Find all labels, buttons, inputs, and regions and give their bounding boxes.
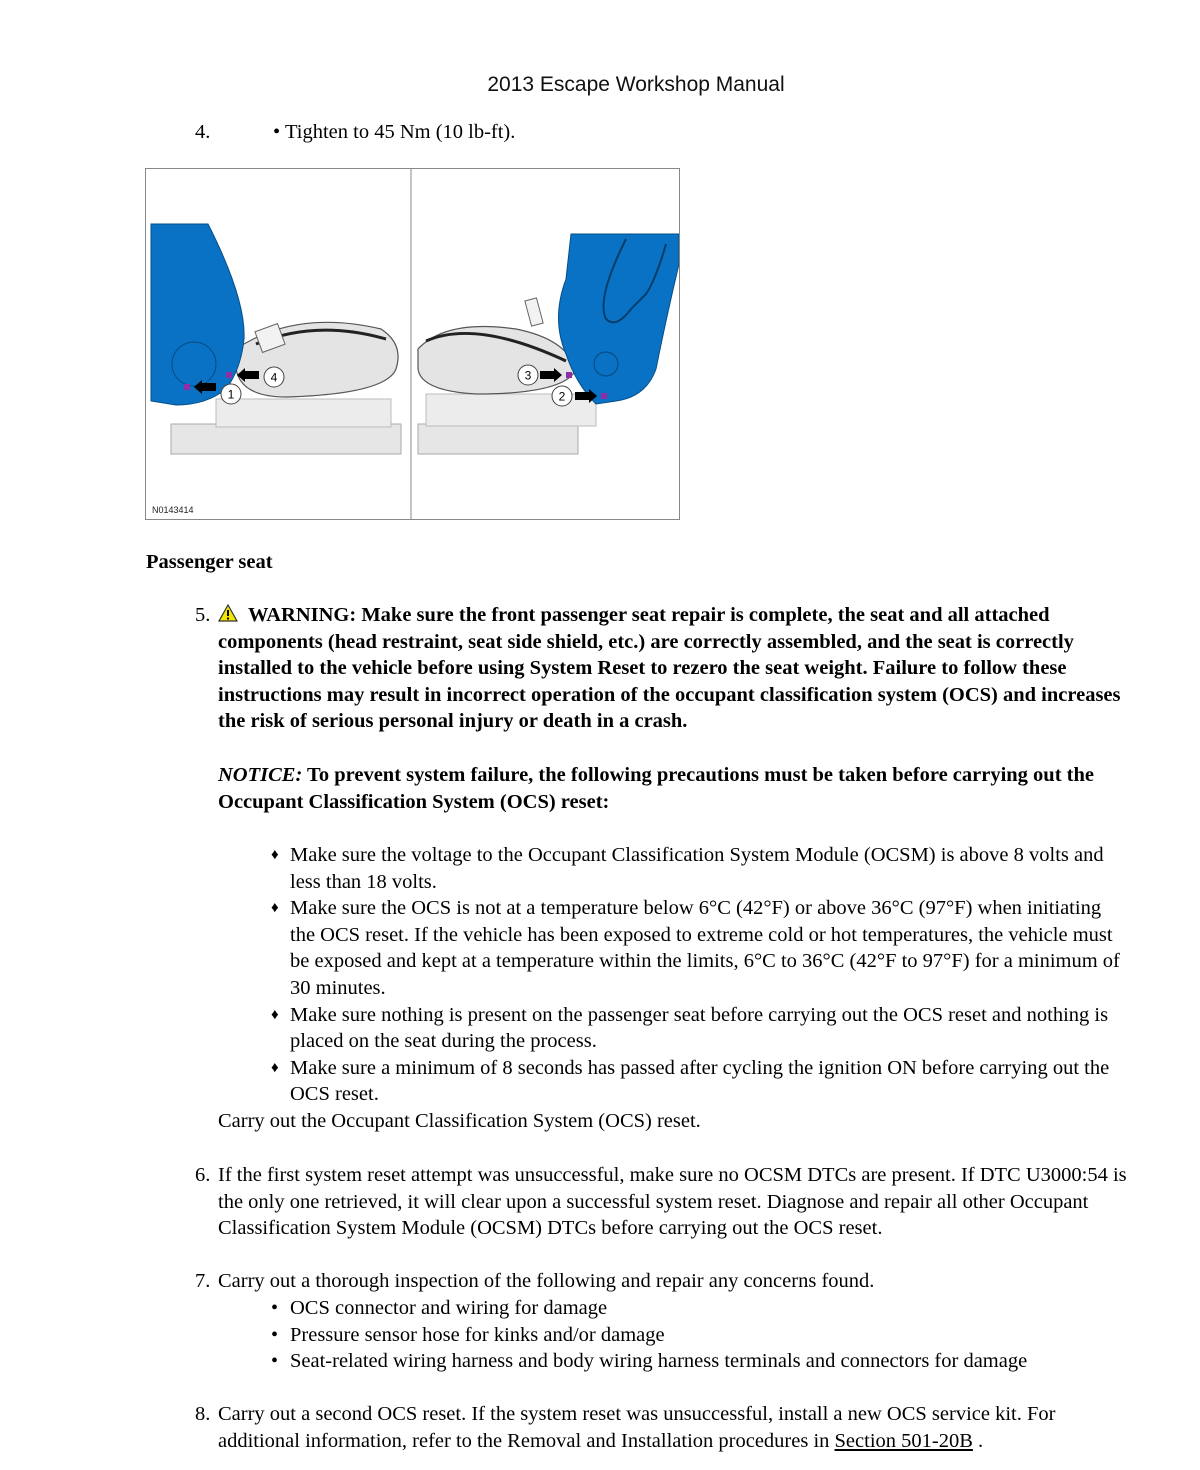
precaution-item <box>271 1002 1131 1055</box>
inspection-item <box>271 1348 1131 1375</box>
section-title: Passenger seat <box>146 551 273 573</box>
step-8-suffix: . <box>972 1429 984 1452</box>
callout-1-label: 1 <box>227 387 235 402</box>
bullet-icon: • <box>273 121 281 143</box>
bolt-2 <box>601 393 607 399</box>
inspection-text: Pressure sensor hose for kinks and/or damage <box>290 1323 665 1346</box>
step-7 <box>195 1268 1135 1295</box>
seat-track <box>171 424 401 454</box>
bullet-icon: • <box>271 1323 279 1346</box>
cushion-tab-right <box>525 298 543 326</box>
bullet-icon: • <box>271 1297 279 1319</box>
figure-id-label: N0143414 <box>152 505 194 515</box>
diamond-bullet-icon: ♦ <box>271 1059 279 1076</box>
notice-text: To prevent system failure, the following precautions must be taken before carrying out the Occupant Classification System (OCS) reset: <box>218 764 1094 813</box>
precaution-text: Make sure a minimum of 8 seconds has passed after cycling the ignition ON before carrying out the OCS reset. <box>290 1056 1110 1106</box>
step-8-text: Carry out a second OCS reset. If the system reset was unsuccessful, install a new OCS service kit. For additional information, refer to the Removal and Installation procedures in <box>218 1403 1056 1452</box>
bullet-icon: • <box>271 1350 279 1373</box>
seat-illustration <box>145 168 680 520</box>
manual-header-title: 2013 Escape Workshop Manual <box>487 73 785 96</box>
section-501-20b-link[interactable]: Section 501-20B <box>834 1429 973 1452</box>
step-7-number: 7. <box>195 1270 211 1292</box>
step-6-number: 6. <box>195 1164 211 1186</box>
step-8-body <box>218 1401 1135 1454</box>
left-seat-view <box>151 224 401 454</box>
step-4-number: 4. <box>195 121 211 143</box>
precaution-text: Make sure the OCS is not at a temperature below 6°C (42°F) or above 36°C (97°F) when initiating the OCS reset. If the vehicle has been exposed to extreme cold or hot temperatures, the vehicle must be exposed and kept at a temperature within the limits, 6°C to 36°C (42°F to 97°F) for a minimum of 30 minutes. <box>290 897 1120 999</box>
step-8-number: 8. <box>195 1403 211 1425</box>
notice <box>218 762 1128 815</box>
diamond-bullet-icon: ♦ <box>271 847 279 863</box>
right-seat-view <box>418 234 679 454</box>
inspection-list <box>271 1295 1131 1375</box>
diamond-bullet-icon: ♦ <box>271 1006 279 1023</box>
seat-track-right <box>418 424 578 454</box>
inspection-text: OCS connector and wiring for damage <box>290 1297 608 1319</box>
notice-label: NOTICE: <box>218 764 303 786</box>
inspection-text: Seat-related wiring harness and body wiring harness terminals and connectors for damage <box>290 1350 1028 1373</box>
bolt-3 <box>566 372 572 378</box>
precaution-item <box>271 895 1131 1001</box>
step-8 <box>195 1401 1135 1454</box>
step-4-instruction: Tighten to 45 Nm (10 lb-ft). <box>284 121 516 143</box>
seat-frame <box>216 399 391 427</box>
step-7-text: Carry out a thorough inspection of the following and repair any concerns found. <box>218 1270 875 1292</box>
callout-4-label: 4 <box>270 370 278 385</box>
warning-text: WARNING: Make sure the front passenger seat repair is complete, the seat and all attached components (head restraint, seat side shield, etc.) are correctly assembled, and the seat is correctly installed to the vehicle before using System Reset to rezero the seat weight. Failure to follow these instructions may result in incorrect operation of the occupant classification system (OCS) and increases the risk of serious personal injury or death in a crash. <box>218 604 1121 733</box>
inspection-item <box>271 1295 1131 1322</box>
precaution-item <box>271 1055 1131 1108</box>
step-6 <box>195 1162 1135 1242</box>
seat-diagram <box>146 169 679 519</box>
inspection-item <box>271 1322 1131 1349</box>
precaution-item <box>271 842 1131 895</box>
step-5-number: 5. <box>195 604 211 626</box>
step-6-text: If the first system reset attempt was unsuccessful, make sure no OCSM DTCs are present. If DTC U3000:54 is the only one retrieved, it will clear upon a successful system reset. Diagnose and repair all other Occupant Classification System Module (OCSM) DTCs before carrying out the OCS reset. <box>218 1164 1127 1240</box>
bolt-4 <box>226 372 232 378</box>
diamond-bullet-icon: ♦ <box>271 900 279 917</box>
callout-2-label: 2 <box>558 389 566 404</box>
precautions-list <box>271 842 1131 1108</box>
precaution-text: Make sure nothing is present on the passenger seat before carrying out the OCS reset and nothing is placed on the seat during the process. <box>290 1003 1109 1053</box>
precaution-text: Make sure the voltage to the Occupant Classification System Module (OCSM) is above 8 volts and less than 18 volts. <box>290 844 1104 893</box>
bolt-1 <box>184 384 190 390</box>
step-5-action: Carry out the Occupant Classification System (OCS) reset. <box>218 1110 701 1132</box>
step-4-text <box>273 119 515 146</box>
callout-3-label: 3 <box>524 368 532 383</box>
